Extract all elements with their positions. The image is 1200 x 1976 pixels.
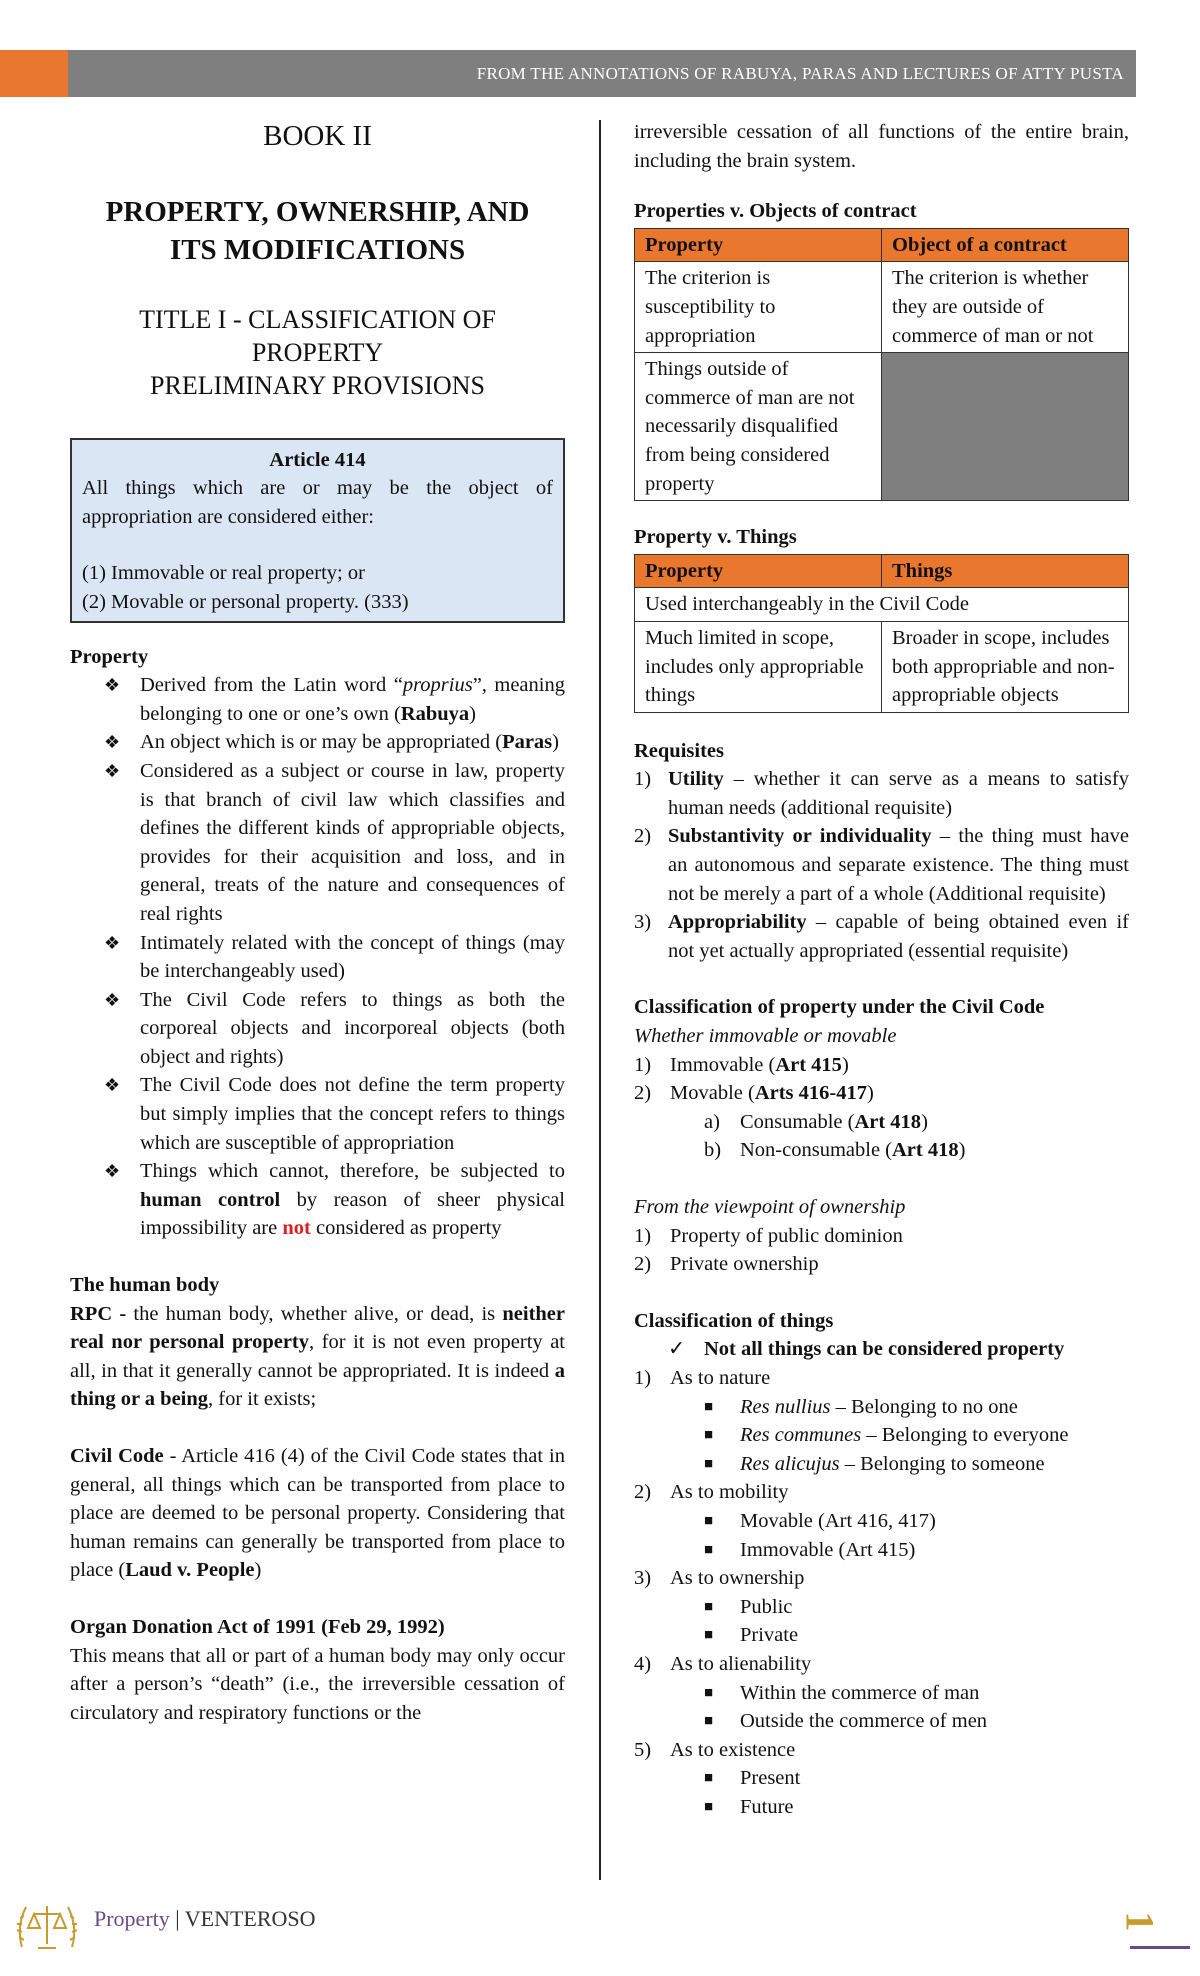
- table2-header-property: Property: [635, 554, 882, 588]
- diamond-bullet-icon: ❖: [104, 1161, 121, 1182]
- table1-heading: Properties v. Objects of contract: [634, 200, 917, 223]
- left-column: [70, 118, 565, 1727]
- table1-empty-cell: [882, 353, 1129, 501]
- diamond-bullet-icon: ❖: [104, 675, 121, 696]
- square-bullet-icon: ■: [704, 1455, 714, 1472]
- things-group-4-items: [634, 1679, 1129, 1736]
- section-title: [70, 303, 565, 402]
- list-item: ■ Movable (Art 416, 417): [704, 1507, 1129, 1536]
- list-item: ❖ Things which cannot, therefore, be subjected to human control by reason of sheer physical impossibility are not considered as property: [70, 1157, 565, 1243]
- list-item: ❖ Derived from the Latin word “proprius”, meaning belonging to one or one’s own (Rabuya): [70, 671, 565, 728]
- diamond-bullet-icon: ❖: [104, 932, 121, 953]
- square-bullet-icon: ■: [704, 1798, 714, 1815]
- things-group-5-items: [634, 1764, 1129, 1821]
- list-item: ■ Res nullius – Belonging to no one: [704, 1393, 1129, 1422]
- square-bullet-icon: ■: [704, 1598, 714, 1615]
- square-bullet-icon: ■: [704, 1770, 714, 1787]
- list-item: 1) Immovable (Art 415): [634, 1053, 849, 1076]
- organ-donation-heading: Organ Donation Act of 1991 (Feb 29, 1992): [70, 1615, 445, 1638]
- classification-cc-sublist: [634, 1108, 1129, 1165]
- table1-cell: The criterion is whether they are outside of commerce of man or not: [882, 262, 1129, 353]
- page-number-underline: [1130, 1946, 1190, 1949]
- classification-cc-sub1: Whether immovable or movable: [634, 1025, 897, 1048]
- square-bullet-icon: ■: [704, 1427, 714, 1444]
- list-item: 2) Private ownership: [634, 1253, 819, 1276]
- square-bullet-icon: ■: [704, 1627, 714, 1644]
- human-body-heading: The human body: [70, 1274, 220, 1297]
- check-icon: ✓: [668, 1338, 686, 1361]
- table2-cell: Broader in scope, includes both appropriable and non-appropriable objects: [882, 621, 1129, 712]
- article-title: Article 414: [269, 448, 366, 471]
- list-item: ■ Immovable (Art 415): [704, 1536, 1129, 1565]
- list-item: 4) As to alienability: [634, 1652, 812, 1675]
- list-item: ■ Future: [704, 1793, 1129, 1822]
- table1-header-object: Object of a contract: [882, 228, 1129, 262]
- list-item: 1) As to nature: [634, 1366, 771, 1389]
- section-title-line1: TITLE I - CLASSIFICATION OF: [139, 304, 496, 334]
- continuation-text: irreversible cessation of all functions of the entire brain, including the brain system.: [634, 121, 1129, 172]
- classification-cc-sub2: From the viewpoint of ownership: [634, 1196, 906, 1218]
- classification-cc-list1: [634, 1051, 1129, 1108]
- right-column: [634, 118, 1129, 1821]
- things-group-5: [634, 1736, 1129, 1765]
- list-item: ■ Res alicujus – Belonging to someone: [704, 1450, 1129, 1479]
- list-item: ■ Within the commerce of man: [704, 1679, 1129, 1708]
- rpc-paragraph: RPC - the human body, whether alive, or dead, is neither real nor personal property, for it is not even property at all, in that it generally cannot be appropriated. It is indeed a thing or a being, for it exists;: [70, 1302, 565, 1411]
- list-item: ■ Present: [704, 1764, 1129, 1793]
- section-title-line2: PROPERTY: [251, 337, 384, 367]
- classification-cc-list2: [634, 1222, 1129, 1279]
- table2-heading: Property v. Things: [634, 526, 797, 549]
- part-title: [70, 193, 565, 269]
- diamond-bullet-icon: ❖: [104, 989, 121, 1010]
- article-item-2: (2) Movable or personal property. (333): [82, 590, 409, 613]
- part-title-line1: PROPERTY, OWNERSHIP, AND: [105, 195, 530, 228]
- requisites-list: [634, 765, 1129, 965]
- civil-code-paragraph: Civil Code - Article 416 (4) of the Civil Code states that in general, all things which can be transported from place to place are deemed to be personal property. Considering that human remains can generally be transported from place to place (Laud v. People): [70, 1445, 565, 1582]
- square-bullet-icon: ■: [704, 1398, 714, 1415]
- square-bullet-icon: ■: [704, 1541, 714, 1558]
- list-item: a) Consumable (Art 418): [704, 1110, 928, 1133]
- article-text: All things which are or may be the object of appropriation are considered either:: [82, 477, 553, 528]
- list-item: ❖ Intimately related with the concept of things (may be interchangeably used): [70, 929, 565, 986]
- things-group-2: [634, 1478, 1129, 1507]
- things-group-1-items: [634, 1393, 1129, 1479]
- table1-cell: The criterion is susceptibility to appropriation: [635, 262, 882, 353]
- list-item: ■ Private: [704, 1621, 1129, 1650]
- classification-things-heading: Classification of things: [634, 1309, 834, 1332]
- list-item: 3) Appropriability – capable of being obtained even if not yet actually appropriated (essential requisite): [634, 911, 1129, 962]
- things-group-3-items: [634, 1593, 1129, 1650]
- list-item: b) Non-consumable (Art 418): [704, 1139, 966, 1162]
- article-414-box: [70, 438, 565, 623]
- list-item: ❖ The Civil Code refers to things as both the corporeal objects and incorporeal objects (both object and rights): [70, 986, 565, 1072]
- list-item: 3) As to ownership: [634, 1567, 805, 1590]
- square-bullet-icon: ■: [704, 1713, 714, 1730]
- things-group-2-items: [634, 1507, 1129, 1564]
- section-title-line3: PRELIMINARY PROVISIONS: [150, 370, 485, 400]
- article-item-1: (1) Immovable or real property; or: [82, 562, 365, 585]
- property-vs-object-table: [634, 228, 1129, 501]
- column-divider: [599, 120, 601, 1880]
- diamond-bullet-icon: ❖: [104, 732, 121, 753]
- table1-header-property: Property: [635, 228, 882, 262]
- list-item: 2) Substantivity or individuality – the thing must have an autonomous and separate existence. The thing must not be merely a part of a whole (Additional requisite): [634, 825, 1129, 905]
- list-item: 1) Property of public dominion: [634, 1224, 903, 1247]
- header-accent-block: [0, 50, 68, 97]
- page-number: 1: [1117, 1911, 1163, 1932]
- part-title-line2: ITS MODIFICATIONS: [169, 233, 466, 266]
- check-item: ✓ Not all things can be considered property: [634, 1335, 1129, 1364]
- list-item: ■ Public: [704, 1593, 1129, 1622]
- things-group-1: [634, 1364, 1129, 1393]
- organ-donation-text: This means that all or part of a human body may only occur after a person’s “death” (i.e., the irreversible cessation of circulatory and respiratory functions or the: [70, 1644, 565, 1724]
- list-item: ■ Outside the commerce of men: [704, 1707, 1129, 1736]
- table2-header-things: Things: [882, 554, 1129, 588]
- requisites-heading: Requisites: [634, 739, 724, 762]
- book-title: BOOK II: [263, 120, 372, 152]
- list-item: ❖ The Civil Code does not define the term property but simply implies that the concept refers to things which are susceptible of appropriation: [70, 1071, 565, 1157]
- list-item: ■ Res communes – Belonging to everyone: [704, 1421, 1129, 1450]
- property-bullets: [70, 671, 565, 1243]
- list-item: 1) Utility – whether it can serve as a means to satisfy human needs (additional requisite): [634, 768, 1129, 819]
- list-item: ❖ Considered as a subject or course in law, property is that branch of civil law which classifies and defines the different kinds of appropriable objects, provides for their acquisition and loss, and in general, treats of the nature and consequences of real rights: [70, 757, 565, 929]
- diamond-bullet-icon: ❖: [104, 760, 121, 781]
- classification-cc-heading: Classification of property under the Civil Code: [634, 996, 1045, 1019]
- list-item: 2) Movable (Arts 416-417): [634, 1082, 874, 1105]
- list-item: ❖ An object which is or may be appropriated (Paras): [70, 728, 565, 757]
- things-group-3: [634, 1564, 1129, 1593]
- square-bullet-icon: ■: [704, 1512, 714, 1529]
- square-bullet-icon: ■: [704, 1684, 714, 1701]
- header-banner: FROM THE ANNOTATIONS OF RABUYA, PARAS AND LECTURES OF ATTY PUSTA: [68, 50, 1136, 97]
- property-heading: Property: [70, 645, 149, 668]
- diamond-bullet-icon: ❖: [104, 1075, 121, 1096]
- scales-of-justice-logo-icon: [12, 1892, 82, 1962]
- property-vs-things-table: [634, 554, 1129, 713]
- table2-cell: Much limited in scope, includes only appropriable things: [635, 621, 882, 712]
- table1-cell: Things outside of commerce of man are not necessarily disqualified from being considered property: [635, 353, 882, 501]
- list-item: 5) As to existence: [634, 1738, 796, 1761]
- footer-label: Property | VENTEROSO: [94, 1906, 316, 1931]
- list-item: 2) As to mobility: [634, 1481, 789, 1504]
- things-group-4: [634, 1650, 1129, 1679]
- table2-span-cell: Used interchangeably in the Civil Code: [635, 588, 1129, 622]
